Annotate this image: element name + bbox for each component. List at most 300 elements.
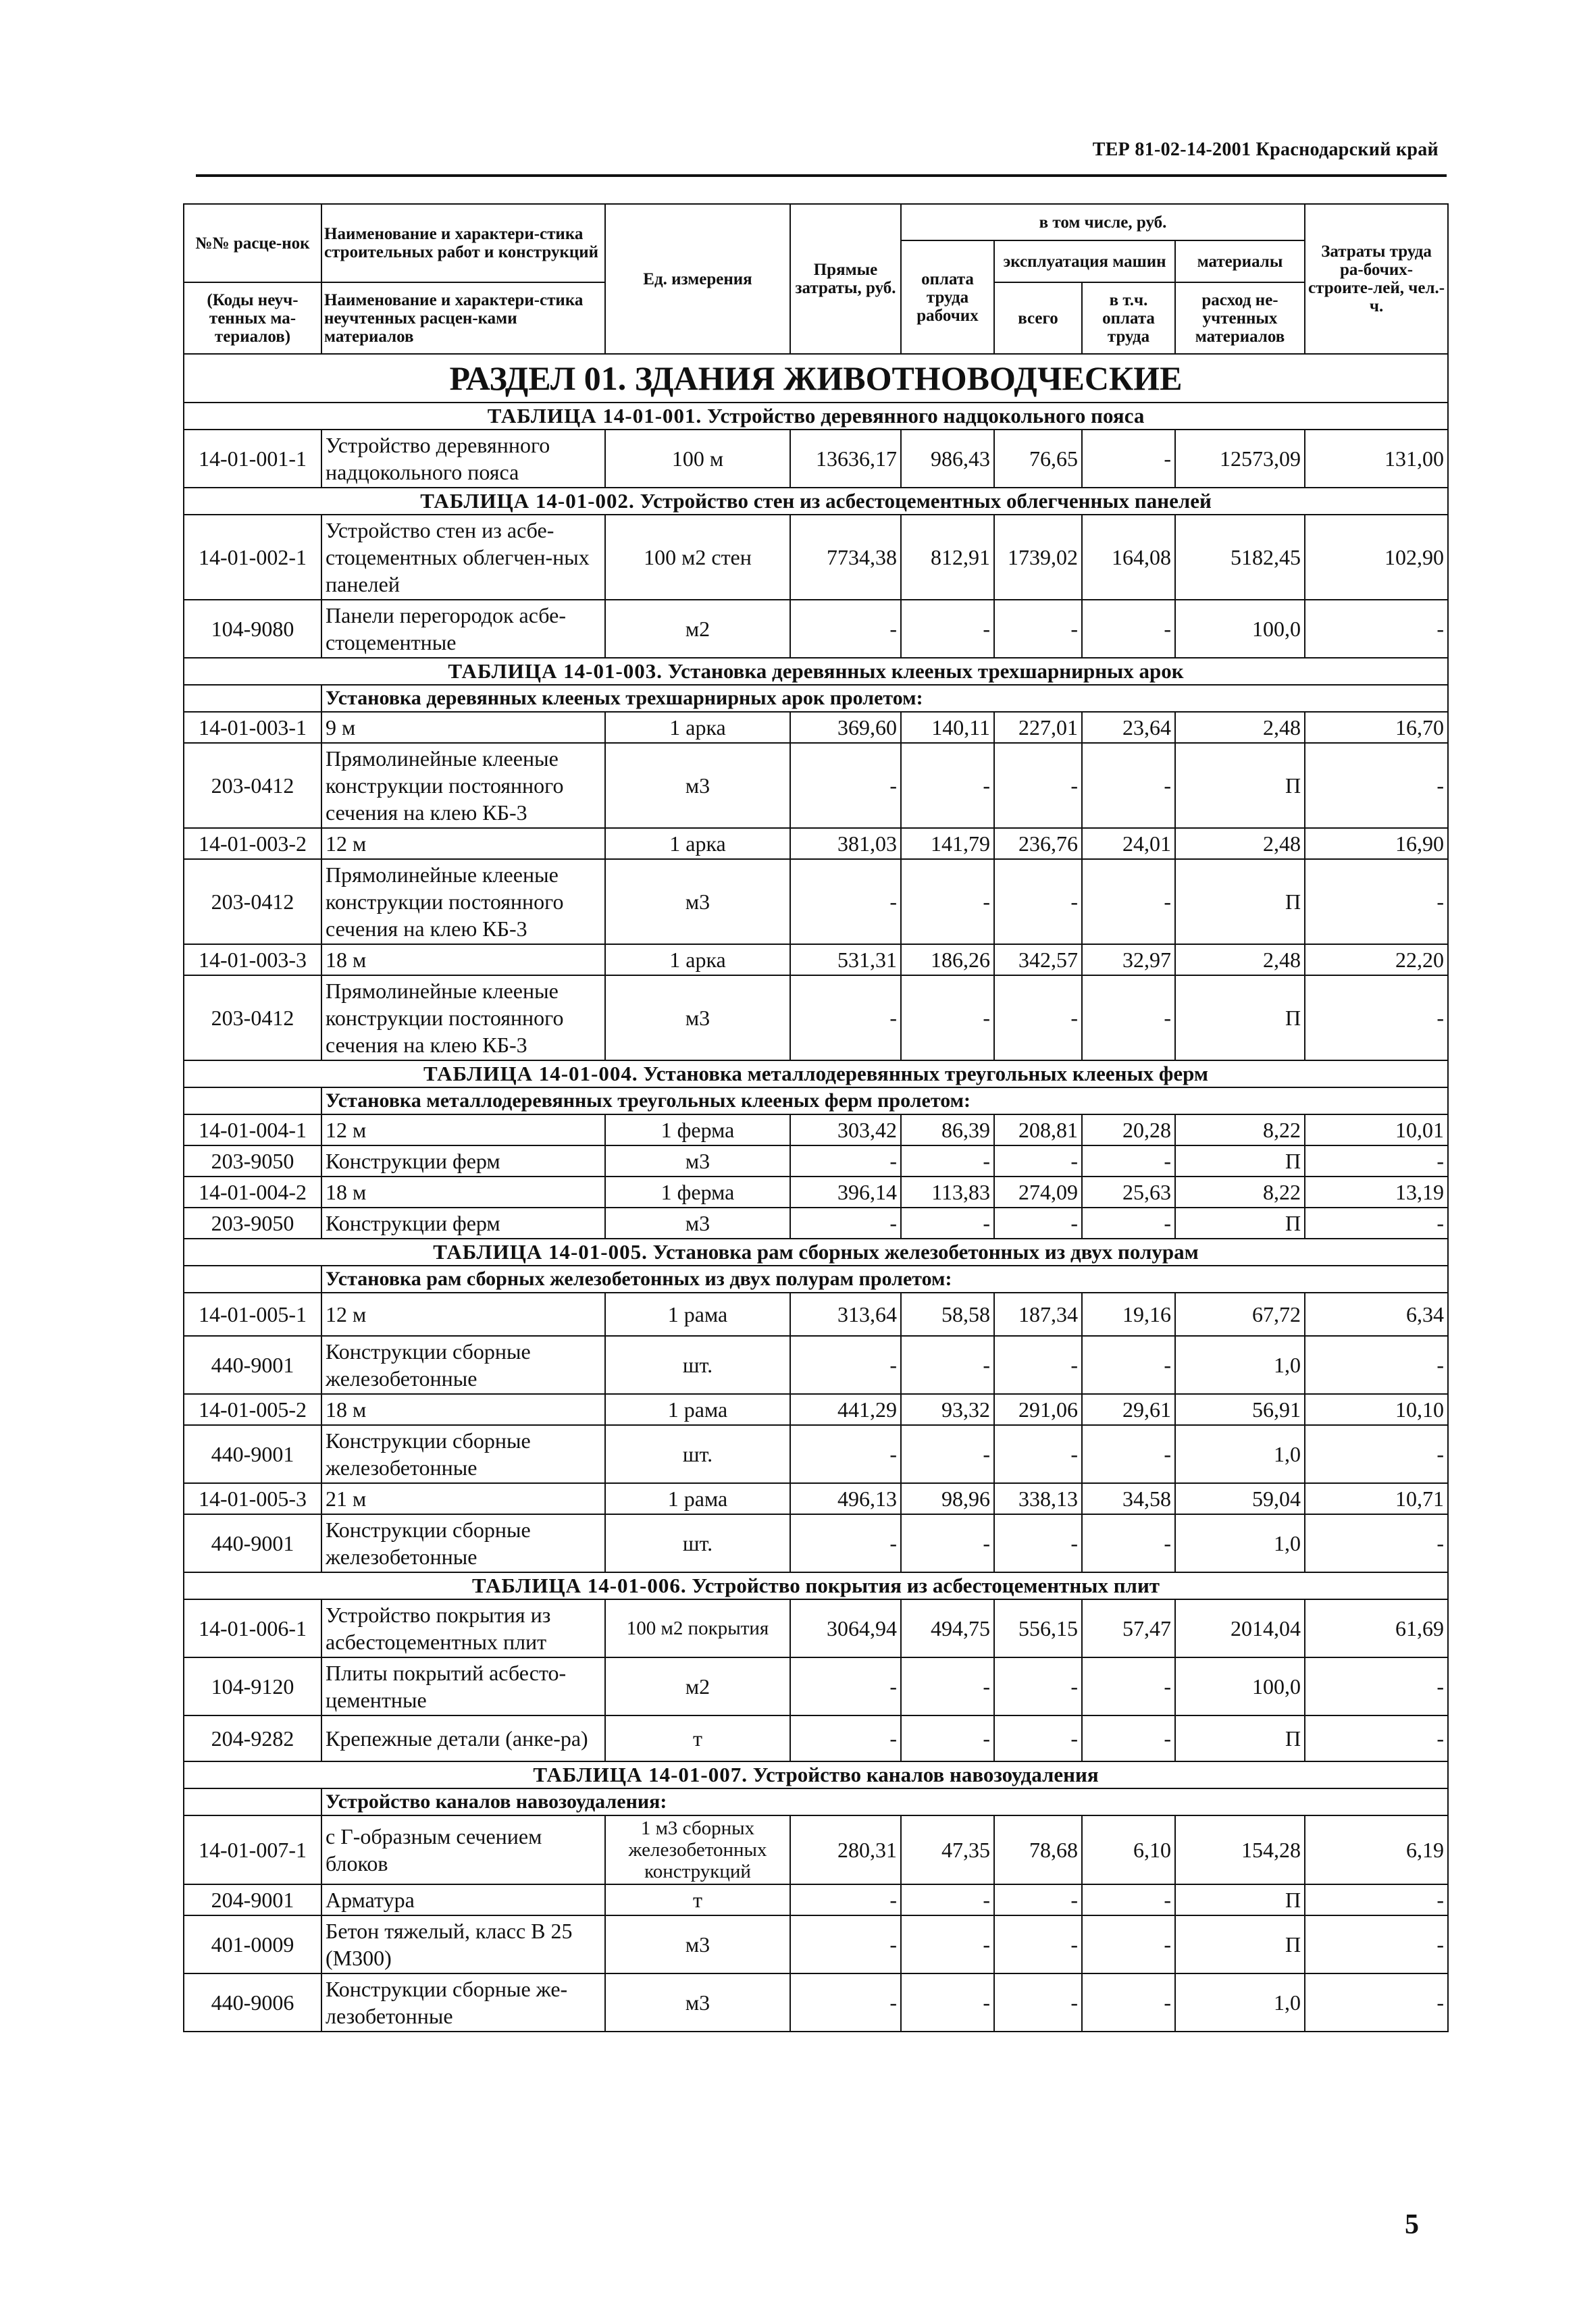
table-caption: Установка деревянных клееных трехшарнирных арок xyxy=(667,659,1184,683)
material-row xyxy=(184,1208,1448,1239)
material-row xyxy=(184,859,1448,944)
cell-name: Крепежные детали (анке-ра) xyxy=(321,1715,605,1761)
cell-direct: - xyxy=(790,1884,901,1915)
cell-code: 440-9001 xyxy=(184,1336,321,1394)
running-head: ТЕР 81-02-14-2001 Краснодарский край xyxy=(1092,139,1439,160)
rate-row xyxy=(184,828,1448,859)
table-caption: Установка рам сборных железобетонных из двух полурам xyxy=(652,1240,1199,1264)
cell-name: Конструкции сборные же-лезобетонные xyxy=(321,1973,605,2032)
cell-labor: - xyxy=(901,975,994,1060)
header-rule xyxy=(196,174,1447,177)
blank-cell xyxy=(184,1087,321,1114)
cell-name: Конструкции ферм xyxy=(321,1145,605,1177)
cell-name: 21 м xyxy=(321,1483,605,1514)
col-header-materials: материалы xyxy=(1175,240,1305,282)
material-row xyxy=(184,1336,1448,1394)
cell-machines: - xyxy=(994,1514,1082,1572)
cell-code: 14-01-004-2 xyxy=(184,1177,321,1208)
cell-code: 204-9282 xyxy=(184,1715,321,1761)
cell-unit: м3 xyxy=(605,975,790,1060)
cell-name: 12 м xyxy=(321,828,605,859)
cell-materials: 154,28 xyxy=(1175,1815,1305,1884)
cell-direct: 280,31 xyxy=(790,1815,901,1884)
cell-code: 14-01-001-1 xyxy=(184,430,321,488)
cell-direct: - xyxy=(790,1715,901,1761)
cell-materials: П xyxy=(1175,1884,1305,1915)
table-title-row xyxy=(184,1572,1448,1599)
cell-labor: - xyxy=(901,1336,994,1394)
cell-materials: П xyxy=(1175,1145,1305,1177)
table-title xyxy=(184,1239,1448,1266)
cell-name: Устройство деревянного надцокольного пояса xyxy=(321,430,605,488)
cell-materials: 8,22 xyxy=(1175,1177,1305,1208)
table-title-row xyxy=(184,1239,1448,1266)
table-subheading: Установка деревянных клееных трехшарнирных арок пролетом: xyxy=(321,685,1448,712)
table-number: ТАБЛИЦА 14-01-007. xyxy=(533,1763,748,1786)
col-header-code-sub: (Коды неуч-тенных ма-териалов) xyxy=(184,282,321,354)
table-title-row xyxy=(184,1060,1448,1087)
rate-row xyxy=(184,1599,1448,1657)
cell-direct: 369,60 xyxy=(790,712,901,743)
cell-code: 14-01-005-1 xyxy=(184,1293,321,1336)
col-header-name-sub: Наименование и характери-стика неучтенных расцен-ками материалов xyxy=(321,282,605,354)
cell-workers: 16,90 xyxy=(1305,828,1448,859)
cell-workers: - xyxy=(1305,1915,1448,1973)
page-number: 5 xyxy=(1405,2209,1419,2240)
cell-workers: 16,70 xyxy=(1305,712,1448,743)
material-row xyxy=(184,1657,1448,1715)
cell-name: Конструкции сборные железобетонные xyxy=(321,1336,605,1394)
rates-table xyxy=(183,203,1449,2032)
cell-direct: - xyxy=(790,859,901,944)
cell-workers: - xyxy=(1305,975,1448,1060)
cell-labor: - xyxy=(901,1425,994,1483)
cell-machines-labor: - xyxy=(1082,600,1175,658)
cell-materials: П xyxy=(1175,1715,1305,1761)
material-row xyxy=(184,975,1448,1060)
cell-labor: - xyxy=(901,1514,994,1572)
cell-direct: - xyxy=(790,1657,901,1715)
cell-machines: - xyxy=(994,859,1082,944)
cell-materials: 56,91 xyxy=(1175,1394,1305,1425)
cell-unit: шт. xyxy=(605,1514,790,1572)
cell-machines-labor: - xyxy=(1082,1657,1175,1715)
table-subheading: Установка рам сборных железобетонных из двух полурам пролетом: xyxy=(321,1266,1448,1293)
cell-machines: 342,57 xyxy=(994,944,1082,975)
cell-workers: 6,19 xyxy=(1305,1815,1448,1884)
cell-workers: - xyxy=(1305,1145,1448,1177)
subheading-row xyxy=(184,1087,1448,1114)
material-row xyxy=(184,1425,1448,1483)
cell-unit: 1 ферма xyxy=(605,1177,790,1208)
cell-machines: - xyxy=(994,1208,1082,1239)
cell-workers: - xyxy=(1305,1425,1448,1483)
cell-direct: - xyxy=(790,600,901,658)
cell-labor: - xyxy=(901,743,994,828)
cell-code: 440-9001 xyxy=(184,1514,321,1572)
cell-code: 203-9050 xyxy=(184,1145,321,1177)
cell-materials: 67,72 xyxy=(1175,1293,1305,1336)
cell-materials: 8,22 xyxy=(1175,1114,1305,1145)
cell-unit: 1 арка xyxy=(605,828,790,859)
cell-machines-labor: - xyxy=(1082,859,1175,944)
cell-machines-labor: 24,01 xyxy=(1082,828,1175,859)
cell-unit: м3 xyxy=(605,743,790,828)
cell-materials: 5182,45 xyxy=(1175,515,1305,600)
section-title: РАЗДЕЛ 01. ЗДАНИЯ ЖИВОТНОВОДЧЕСКИЕ xyxy=(184,354,1448,403)
rate-row xyxy=(184,515,1448,600)
cell-workers: 102,90 xyxy=(1305,515,1448,600)
rate-row xyxy=(184,712,1448,743)
blank-cell xyxy=(184,685,321,712)
cell-code: 14-01-003-3 xyxy=(184,944,321,975)
cell-labor: - xyxy=(901,1973,994,2032)
col-header-machines-labor: в т.ч. оплата труда xyxy=(1082,282,1175,354)
cell-materials: 59,04 xyxy=(1175,1483,1305,1514)
cell-name: Бетон тяжелый, класс В 25 (М300) xyxy=(321,1915,605,1973)
cell-workers: 131,00 xyxy=(1305,430,1448,488)
table-title xyxy=(184,403,1448,430)
blank-cell xyxy=(184,1266,321,1293)
cell-labor: 141,79 xyxy=(901,828,994,859)
cell-unit: м3 xyxy=(605,859,790,944)
cell-machines: 187,34 xyxy=(994,1293,1082,1336)
material-row xyxy=(184,1145,1448,1177)
cell-machines-labor: - xyxy=(1082,1514,1175,1572)
cell-direct: - xyxy=(790,1514,901,1572)
cell-name: 18 м xyxy=(321,1177,605,1208)
table-caption: Устройство стен из асбестоцементных облегченных панелей xyxy=(640,489,1212,513)
cell-name: Устройство покрытия из асбестоцементных плит xyxy=(321,1599,605,1657)
col-header-direct: Прямые затраты, руб. xyxy=(790,204,901,354)
cell-workers: - xyxy=(1305,859,1448,944)
cell-machines: - xyxy=(994,1425,1082,1483)
cell-name: Прямолинейные клееные конструкции постоянного сечения на клею КБ-3 xyxy=(321,975,605,1060)
cell-workers: 10,71 xyxy=(1305,1483,1448,1514)
cell-name: Плиты покрытий асбесто-цементные xyxy=(321,1657,605,1715)
cell-workers: 10,01 xyxy=(1305,1114,1448,1145)
material-row xyxy=(184,1915,1448,1973)
cell-labor: - xyxy=(901,1884,994,1915)
table-title xyxy=(184,1761,1448,1788)
cell-materials: П xyxy=(1175,1208,1305,1239)
cell-labor: 986,43 xyxy=(901,430,994,488)
cell-code: 440-9001 xyxy=(184,1425,321,1483)
cell-machines: - xyxy=(994,600,1082,658)
cell-machines: - xyxy=(994,1145,1082,1177)
cell-unit: 1 арка xyxy=(605,712,790,743)
cell-machines-labor: - xyxy=(1082,1884,1175,1915)
cell-name: 12 м xyxy=(321,1293,605,1336)
cell-direct: 496,13 xyxy=(790,1483,901,1514)
cell-code: 14-01-003-2 xyxy=(184,828,321,859)
cell-machines: - xyxy=(994,1915,1082,1973)
cell-machines-labor: 6,10 xyxy=(1082,1815,1175,1884)
table-number: ТАБЛИЦА 14-01-005. xyxy=(433,1240,648,1264)
cell-code: 14-01-005-3 xyxy=(184,1483,321,1514)
table-caption: Устройство каналов навозоудаления xyxy=(752,1763,1099,1786)
cell-machines: - xyxy=(994,1657,1082,1715)
cell-name: 18 м xyxy=(321,944,605,975)
cell-materials: П xyxy=(1175,859,1305,944)
rate-row xyxy=(184,944,1448,975)
cell-direct: 381,03 xyxy=(790,828,901,859)
cell-workers: - xyxy=(1305,600,1448,658)
section-row xyxy=(184,354,1448,403)
table-number: ТАБЛИЦА 14-01-003. xyxy=(448,659,663,683)
cell-machines: 556,15 xyxy=(994,1599,1082,1657)
cell-machines-labor: 32,97 xyxy=(1082,944,1175,975)
table-caption: Установка металлодеревянных треугольных клееных ферм xyxy=(643,1062,1209,1085)
col-header-machines: эксплуатация машин xyxy=(994,240,1175,282)
cell-direct: 531,31 xyxy=(790,944,901,975)
cell-labor: - xyxy=(901,1657,994,1715)
cell-unit: 1 рама xyxy=(605,1293,790,1336)
cell-code: 14-01-007-1 xyxy=(184,1815,321,1884)
cell-materials: 2,48 xyxy=(1175,712,1305,743)
table-subheading: Устройство каналов навозоудаления: xyxy=(321,1788,1448,1815)
table-caption: Устройство покрытия из асбестоцементных плит xyxy=(692,1574,1160,1597)
cell-direct: - xyxy=(790,1336,901,1394)
rate-row xyxy=(184,1293,1448,1336)
cell-materials: 100,0 xyxy=(1175,1657,1305,1715)
cell-labor: - xyxy=(901,600,994,658)
cell-unit: т xyxy=(605,1715,790,1761)
cell-unit: 100 м xyxy=(605,430,790,488)
table-caption: Устройство деревянного надцокольного пояса xyxy=(707,404,1145,428)
cell-machines-labor: - xyxy=(1082,743,1175,828)
subheading-row xyxy=(184,1266,1448,1293)
cell-materials: 100,0 xyxy=(1175,600,1305,658)
cell-machines: - xyxy=(994,1336,1082,1394)
cell-materials: П xyxy=(1175,975,1305,1060)
cell-machines: 1739,02 xyxy=(994,515,1082,600)
cell-name: Панели перегородок асбе-стоцементные xyxy=(321,600,605,658)
cell-unit: 1 ферма xyxy=(605,1114,790,1145)
cell-machines: - xyxy=(994,975,1082,1060)
cell-materials: 2,48 xyxy=(1175,828,1305,859)
cell-code: 203-0412 xyxy=(184,975,321,1060)
col-header-labor: оплата труда рабочих xyxy=(901,240,994,354)
rate-row xyxy=(184,1114,1448,1145)
col-header-workers: Затраты труда ра-бочих-строите-лей, чел.-ч. xyxy=(1305,204,1448,354)
cell-machines-labor: 34,58 xyxy=(1082,1483,1175,1514)
cell-name: Арматура xyxy=(321,1884,605,1915)
cell-machines: 291,06 xyxy=(994,1394,1082,1425)
cell-workers: - xyxy=(1305,1715,1448,1761)
cell-machines: 274,09 xyxy=(994,1177,1082,1208)
cell-code: 14-01-002-1 xyxy=(184,515,321,600)
table-number: ТАБЛИЦА 14-01-001. xyxy=(487,404,702,428)
cell-labor: - xyxy=(901,859,994,944)
cell-unit: шт. xyxy=(605,1425,790,1483)
cell-direct: - xyxy=(790,975,901,1060)
cell-labor: 140,11 xyxy=(901,712,994,743)
cell-direct: 7734,38 xyxy=(790,515,901,600)
col-header-machines-total: всего xyxy=(994,282,1082,354)
cell-machines-labor: 57,47 xyxy=(1082,1599,1175,1657)
cell-machines-labor: 29,61 xyxy=(1082,1394,1175,1425)
material-row xyxy=(184,743,1448,828)
cell-name: Конструкции ферм xyxy=(321,1208,605,1239)
cell-labor: 113,83 xyxy=(901,1177,994,1208)
cell-labor: 98,96 xyxy=(901,1483,994,1514)
cell-unit: т xyxy=(605,1884,790,1915)
cell-machines: 236,76 xyxy=(994,828,1082,859)
table-title-row xyxy=(184,488,1448,515)
table-title-row xyxy=(184,1761,1448,1788)
table-title xyxy=(184,658,1448,685)
cell-unit: м3 xyxy=(605,1973,790,2032)
cell-direct: 3064,94 xyxy=(790,1599,901,1657)
cell-machines: 338,13 xyxy=(994,1483,1082,1514)
cell-workers: - xyxy=(1305,1973,1448,2032)
material-row xyxy=(184,1973,1448,2032)
cell-code: 203-0412 xyxy=(184,859,321,944)
cell-machines: 208,81 xyxy=(994,1114,1082,1145)
cell-labor: 86,39 xyxy=(901,1114,994,1145)
cell-machines: 227,01 xyxy=(994,712,1082,743)
cell-workers: 22,20 xyxy=(1305,944,1448,975)
material-row xyxy=(184,1715,1448,1761)
cell-materials: П xyxy=(1175,743,1305,828)
cell-machines: - xyxy=(994,1973,1082,2032)
cell-machines: - xyxy=(994,1715,1082,1761)
cell-name: Конструкции сборные железобетонные xyxy=(321,1425,605,1483)
cell-direct: - xyxy=(790,1425,901,1483)
cell-code: 14-01-006-1 xyxy=(184,1599,321,1657)
rate-row xyxy=(184,1815,1448,1884)
cell-code: 440-9006 xyxy=(184,1973,321,2032)
cell-code: 104-9080 xyxy=(184,600,321,658)
cell-unit: 1 арка xyxy=(605,944,790,975)
rate-row xyxy=(184,1483,1448,1514)
cell-unit: м3 xyxy=(605,1145,790,1177)
cell-workers: 6,34 xyxy=(1305,1293,1448,1336)
cell-machines-labor: 19,16 xyxy=(1082,1293,1175,1336)
cell-workers: 10,10 xyxy=(1305,1394,1448,1425)
cell-workers: 61,69 xyxy=(1305,1599,1448,1657)
cell-direct: - xyxy=(790,743,901,828)
cell-materials: 2014,04 xyxy=(1175,1599,1305,1657)
cell-materials: 2,48 xyxy=(1175,944,1305,975)
cell-unit: 1 рама xyxy=(605,1483,790,1514)
cell-code: 204-9001 xyxy=(184,1884,321,1915)
rate-row xyxy=(184,1394,1448,1425)
table-title xyxy=(184,488,1448,515)
header-row-1 xyxy=(184,204,1448,240)
cell-name: Прямолинейные клееные конструкции постоянного сечения на клею КБ-3 xyxy=(321,743,605,828)
blank-cell xyxy=(184,1788,321,1815)
cell-unit: м2 xyxy=(605,1657,790,1715)
table-title xyxy=(184,1572,1448,1599)
cell-unit: м3 xyxy=(605,1915,790,1973)
cell-machines-labor: - xyxy=(1082,1715,1175,1761)
cell-machines-labor: - xyxy=(1082,1425,1175,1483)
cell-labor: - xyxy=(901,1915,994,1973)
col-header-code: №№ расце-нок xyxy=(184,204,321,282)
cell-workers: - xyxy=(1305,1514,1448,1572)
cell-machines-labor: 164,08 xyxy=(1082,515,1175,600)
material-row xyxy=(184,1884,1448,1915)
cell-name: 18 м xyxy=(321,1394,605,1425)
cell-unit: шт. xyxy=(605,1336,790,1394)
col-header-materials-sub: расход не-учтенных материалов xyxy=(1175,282,1305,354)
cell-workers: - xyxy=(1305,1657,1448,1715)
cell-machines-labor: - xyxy=(1082,1915,1175,1973)
material-row xyxy=(184,600,1448,658)
cell-direct: - xyxy=(790,1145,901,1177)
cell-code: 203-0412 xyxy=(184,743,321,828)
cell-code: 401-0009 xyxy=(184,1915,321,1973)
rate-row xyxy=(184,1177,1448,1208)
cell-name: Прямолинейные клееные конструкции постоянного сечения на клею КБ-3 xyxy=(321,859,605,944)
cell-name: с Г-образным сечением блоков xyxy=(321,1815,605,1884)
cell-name: 9 м xyxy=(321,712,605,743)
cell-labor: 93,32 xyxy=(901,1394,994,1425)
table-number: ТАБЛИЦА 14-01-004. xyxy=(423,1062,638,1085)
cell-machines-labor: - xyxy=(1082,975,1175,1060)
table-number: ТАБЛИЦА 14-01-006. xyxy=(472,1574,687,1597)
cell-direct: 303,42 xyxy=(790,1114,901,1145)
cell-machines-labor: - xyxy=(1082,430,1175,488)
col-header-name: Наименование и характери-стика строительных работ и конструкций xyxy=(321,204,605,282)
cell-machines-labor: - xyxy=(1082,1973,1175,2032)
table-subheading: Установка металлодеревянных треугольных клееных ферм пролетом: xyxy=(321,1087,1448,1114)
cell-machines-labor: - xyxy=(1082,1336,1175,1394)
subheading-row xyxy=(184,1788,1448,1815)
cell-direct: 396,14 xyxy=(790,1177,901,1208)
col-header-group: в том числе, руб. xyxy=(901,204,1305,240)
cell-name: 12 м xyxy=(321,1114,605,1145)
cell-materials: 1,0 xyxy=(1175,1973,1305,2032)
cell-labor: - xyxy=(901,1145,994,1177)
cell-labor: 58,58 xyxy=(901,1293,994,1336)
cell-code: 14-01-003-1 xyxy=(184,712,321,743)
cell-unit: м2 xyxy=(605,600,790,658)
cell-name: Устройство стен из асбе-стоцементных облегчен-ных панелей xyxy=(321,515,605,600)
subheading-row xyxy=(184,685,1448,712)
col-header-unit: Ед. измерения xyxy=(605,204,790,354)
cell-direct: 441,29 xyxy=(790,1394,901,1425)
cell-unit: 100 м2 покрытия xyxy=(605,1599,790,1657)
cell-labor: 186,26 xyxy=(901,944,994,975)
cell-unit: 1 м3 сборных железобетонных конструкций xyxy=(605,1815,790,1884)
cell-labor: 812,91 xyxy=(901,515,994,600)
cell-materials: 1,0 xyxy=(1175,1425,1305,1483)
cell-code: 104-9120 xyxy=(184,1657,321,1715)
cell-name: Конструкции сборные железобетонные xyxy=(321,1514,605,1572)
cell-code: 14-01-005-2 xyxy=(184,1394,321,1425)
rate-row xyxy=(184,430,1448,488)
cell-machines-labor: 25,63 xyxy=(1082,1177,1175,1208)
cell-machines: - xyxy=(994,743,1082,828)
table-title-row xyxy=(184,403,1448,430)
cell-unit: 1 рама xyxy=(605,1394,790,1425)
cell-machines: - xyxy=(994,1884,1082,1915)
cell-direct: 13636,17 xyxy=(790,430,901,488)
cell-workers: - xyxy=(1305,1336,1448,1394)
cell-code: 14-01-004-1 xyxy=(184,1114,321,1145)
table-title xyxy=(184,1060,1448,1087)
cell-workers: - xyxy=(1305,1208,1448,1239)
table-number: ТАБЛИЦА 14-01-002. xyxy=(420,489,635,513)
cell-labor: - xyxy=(901,1208,994,1239)
cell-machines-labor: - xyxy=(1082,1208,1175,1239)
cell-materials: 1,0 xyxy=(1175,1336,1305,1394)
cell-workers: - xyxy=(1305,743,1448,828)
cell-labor: - xyxy=(901,1715,994,1761)
